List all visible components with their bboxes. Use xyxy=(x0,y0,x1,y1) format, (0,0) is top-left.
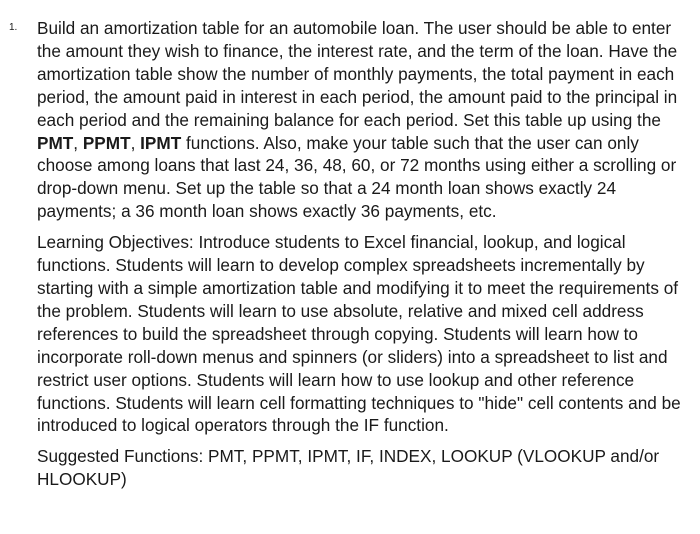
list-item-number: 1. xyxy=(9,22,18,33)
function-name-pmt: PMT xyxy=(37,132,74,153)
problem-statement xyxy=(37,17,697,223)
separator: , xyxy=(130,132,141,153)
problem-text-rest: functions. Also, make your table such that the user can only choose among loans that last 24, 36, 48, 60, or 72 months using either a scrolling or drop-down menu. Set up the table so that a 24 month loan shows exactly 24 payments; a 36 month loan shows exactly 36 payments, etc. xyxy=(37,132,677,222)
suggested-functions-paragraph: Suggested Functions: PMT, PPMT, IPMT, IF, INDEX, LOOKUP (VLOOKUP and/or HLOOKUP) xyxy=(37,446,660,490)
problem-text-intro: Build an amortization table for an automobile loan. The user should be able to enter the amount they wish to finance, the interest rate, and the term of the loan. Have the amortization table show the number of monthly payments, the total payment in each period, the amount paid in interest in each period, the amount paid to the principal in each period and the remaining balance for each period. Set this table up using the xyxy=(37,18,678,130)
document-body xyxy=(37,17,697,491)
separator: , xyxy=(73,132,83,153)
learning-objectives-paragraph: Learning Objectives: Introduce students to Excel financial, lookup, and logical functions. Students will learn to develop complex spreadsheets incrementally by starting with a simple amortization table and modifying it to meet the requirements of the problem. Students will learn to use absolute, relative and mixed cell address references to build the spreadsheet through copying. Students will learn how to incorporate roll-down menus and spinners (or sliders) into a spreadsheet to list and restrict user options. Students will learn how to use lookup and other reference functions. Students will learn cell formatting techniques to "hide" cell contents and be introduced to logical operators through the IF function. xyxy=(37,232,681,436)
function-name-ipmt: IPMT xyxy=(140,132,182,153)
function-name-ppmt: PPMT xyxy=(82,132,131,153)
